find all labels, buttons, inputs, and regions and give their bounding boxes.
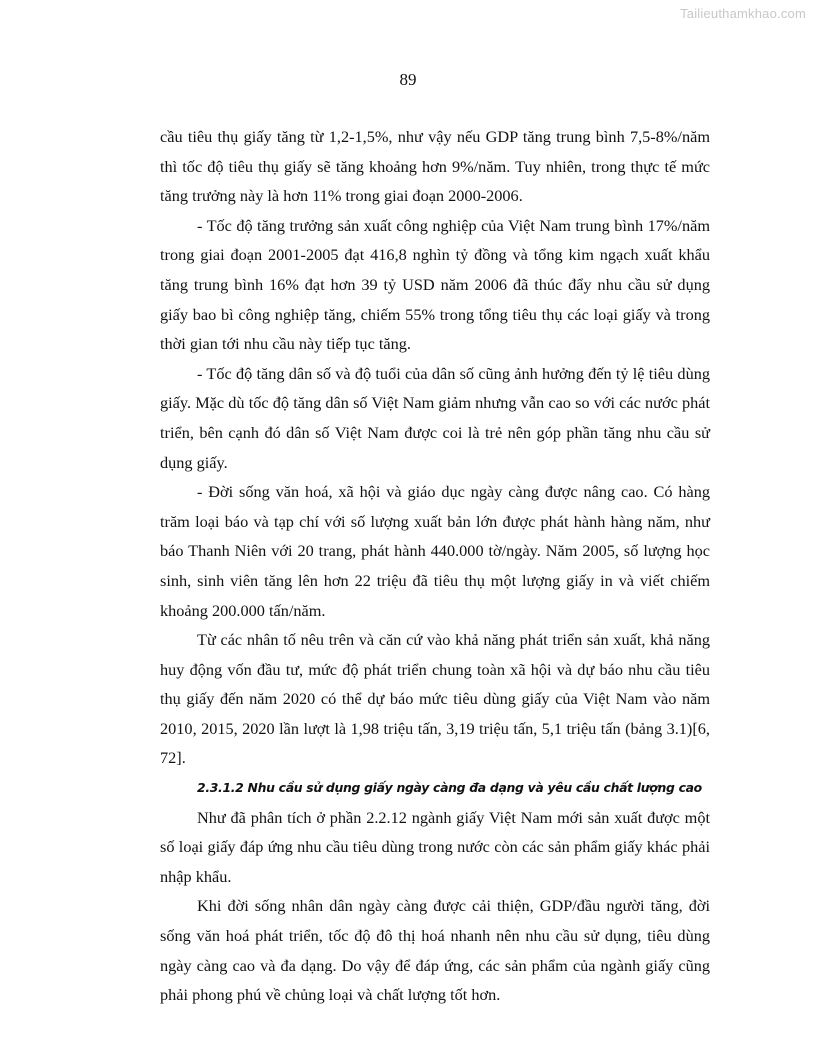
paragraph-industrial-growth: - Tốc độ tăng trưởng sản xuất công nghiệp của Việt Nam trung bình 17%/năm trong giai đoạn 2001-2005 đạt 416,8 nghìn tỷ đồng và tổng kim ngạch xuất khẩu tăng trung bình 16% đạt hơn 39 tỷ USD năm 2006 đã thúc đẩy nhu cầu sử dụng giấy bao bì công nghiệp tăng, chiếm 55% trong tổng tiêu thụ các loại giấy và trong thời gian tới nhu cầu này tiếp tục tăng. (160, 215, 710, 354)
page-number: 89 (399, 70, 417, 89)
paragraph-cultural-life: - Đời sống văn hoá, xã hội và giáo dục ngày càng được nâng cao. Có hàng trăm loại báo và tạp chí với số lượng xuất bản lớn được phát hành hàng năm, như báo Thanh Niên với 20 trang, phát hành 440.000 tờ/ngày. Năm 2005, số lượng học sinh, sinh viên tăng lên hơn 22 triệu đã tiêu thụ một lượng giấy in và viết chiếm khoảng 200.000 tấn/năm. (160, 482, 710, 620)
paragraph-domestic-production: Như đã phân tích ở phần 2.2.12 ngành giấy Việt Nam mới sản xuất được một số loại giấy đáp ứng nhu cầu tiêu dùng trong nước còn các sản phẩm giấy khác phải nhập khẩu. (160, 807, 710, 886)
paragraph-gdp-paper-consumption: cầu tiêu thụ giấy tăng từ 1,2-1,5%, như vậy nếu GDP tăng trung bình 7,5-8%/năm thì tốc độ tiêu thụ giấy sẽ tăng khoảng hơn 9%/năm. Tuy nhiên, trong thực tế mức tăng trưởng này là hơn 11% trong giai đoạn 2000-2006. (160, 127, 710, 206)
section-heading: 2.3.1.2 Nhu cầu sử dụng giấy ngày càng đa dạng và yêu cầu chất lượng cao (197, 780, 702, 796)
document-body (160, 122, 710, 1010)
paragraph-forecast: Từ các nhân tố nêu trên và căn cứ vào khả năng phát triển sản xuất, khả năng huy động vốn đầu tư, mức độ phát triển chung toàn xã hội và dự báo nhu cầu tiêu thụ giấy đến năm 2020 có thể dự báo mức tiêu dùng giấy của Việt Nam vào năm 2010, 2015, 2020 lần lượt là 1,98 triệu tấn, 3,19 triệu tấn, 5,1 triệu tấn (bảng 3.1)[6, 72]. (160, 630, 710, 768)
watermark-text: Tailieuthamkhao.com (680, 6, 806, 21)
paragraph-population-growth: - Tốc độ tăng dân số và độ tuổi của dân số cũng ảnh hưởng đến tỷ lệ tiêu dùng giấy. Mặc dù tốc độ tăng dân số Việt Nam giảm nhưng vẫn cao so với các nước phát triển, bên cạnh đó dân số Việt Nam được coi là trẻ nên góp phần tăng nhu cầu sử dụng giấy. (160, 363, 710, 472)
paragraph-product-diversity: Khi đời sống nhân dân ngày càng được cải thiện, GDP/đầu người tăng, đời sống văn hoá phát triển, tốc độ đô thị hoá nhanh nên nhu cầu sử dụng, tiêu dùng ngày càng cao và đa dạng. Do vậy để đáp ứng, các sản phẩm của ngành giấy cũng phải phong phú về chủng loại và chất lượng tốt hơn. (160, 896, 710, 1005)
